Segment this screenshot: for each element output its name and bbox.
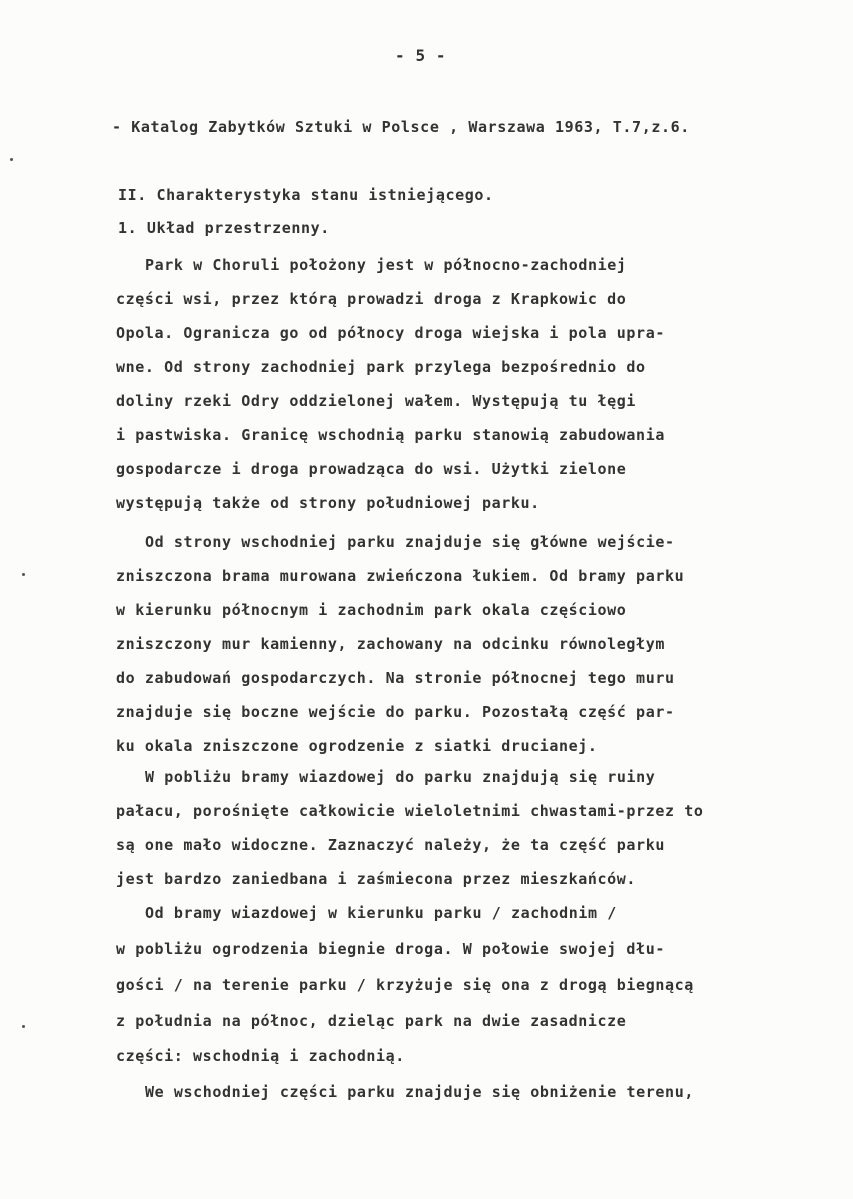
body-line: gości / na terenie parku / krzyżuje się ona z drogą biegnącą xyxy=(116,976,694,994)
body-line: jest bardzo zaniedbana i zaśmiecona przez mieszkańców. xyxy=(116,870,637,888)
body-line: We wschodniej części parku znajduje się obniżenie terenu, xyxy=(145,1083,694,1101)
body-line: części wsi, przez którą prowadzi droga z Krapkowic do xyxy=(116,290,627,308)
body-line: doliny rzeki Odry oddzielonej wałem. Występują tu łęgi xyxy=(116,392,637,410)
punch-mark xyxy=(22,1025,25,1028)
body-line: części: wschodnią i zachodnią. xyxy=(116,1047,405,1065)
body-line: Od strony wschodniej parku znajduje się główne wejście- xyxy=(145,533,675,551)
body-line: i pastwiska. Granicę wschodnią parku stanowią zabudowania xyxy=(116,426,665,444)
body-line: Opola. Ogranicza go od północy droga wiejska i pola upra- xyxy=(116,324,665,342)
body-line: W pobliżu bramy wiazdowej do parku znajdują się ruiny xyxy=(145,768,656,786)
body-line: są one mało widoczne. Zaznaczyć należy, że ta część parku xyxy=(116,836,665,854)
body-line: zniszczony mur kamienny, zachowany na odcinku równoległym xyxy=(116,635,665,653)
punch-mark xyxy=(22,573,25,576)
body-line: wne. Od strony zachodniej park przylega bezpośrednio do xyxy=(116,358,646,376)
body-line: Od bramy wiazdowej w kierunku parku / zachodnim / xyxy=(145,904,617,922)
body-line: występują także od strony południowej parku. xyxy=(116,494,540,512)
body-line: gospodarcze i droga prowadząca do wsi. Użytki zielone xyxy=(116,460,627,478)
section-heading: II. Charakterystyka stanu istniejącego. xyxy=(118,186,494,204)
catalog-reference: - Katalog Zabytków Sztuki w Polsce , Warszawa 1963, T.7,z.6. xyxy=(112,118,690,136)
body-line: zniszczona brama murowana zwieńczona łukiem. Od bramy parku xyxy=(116,567,685,585)
body-line: w kierunku północnym i zachodnim park okala częściowo xyxy=(116,601,627,619)
subsection-heading: 1. Układ przestrzenny. xyxy=(118,219,330,237)
body-line: Park w Choruli położony jest w północno-zachodniej xyxy=(145,256,627,274)
body-line: ku okala zniszczone ogrodzenie z siatki drucianej. xyxy=(116,737,598,755)
body-line: pałacu, porośnięte całkowicie wieloletnimi chwastami-przez to xyxy=(116,802,704,820)
body-line: z południa na północ, dzieląc park na dwie zasadnicze xyxy=(116,1012,627,1030)
body-line: w pobliżu ogrodzenia biegnie droga. W połowie swojej dłu- xyxy=(116,940,665,958)
body-line: do zabudowań gospodarczych. Na stronie północnej tego muru xyxy=(116,669,675,687)
punch-mark xyxy=(10,158,13,161)
body-line: znajduje się boczne wejście do parku. Pozostałą część par- xyxy=(116,703,675,721)
page-number: - 5 - xyxy=(395,46,447,65)
